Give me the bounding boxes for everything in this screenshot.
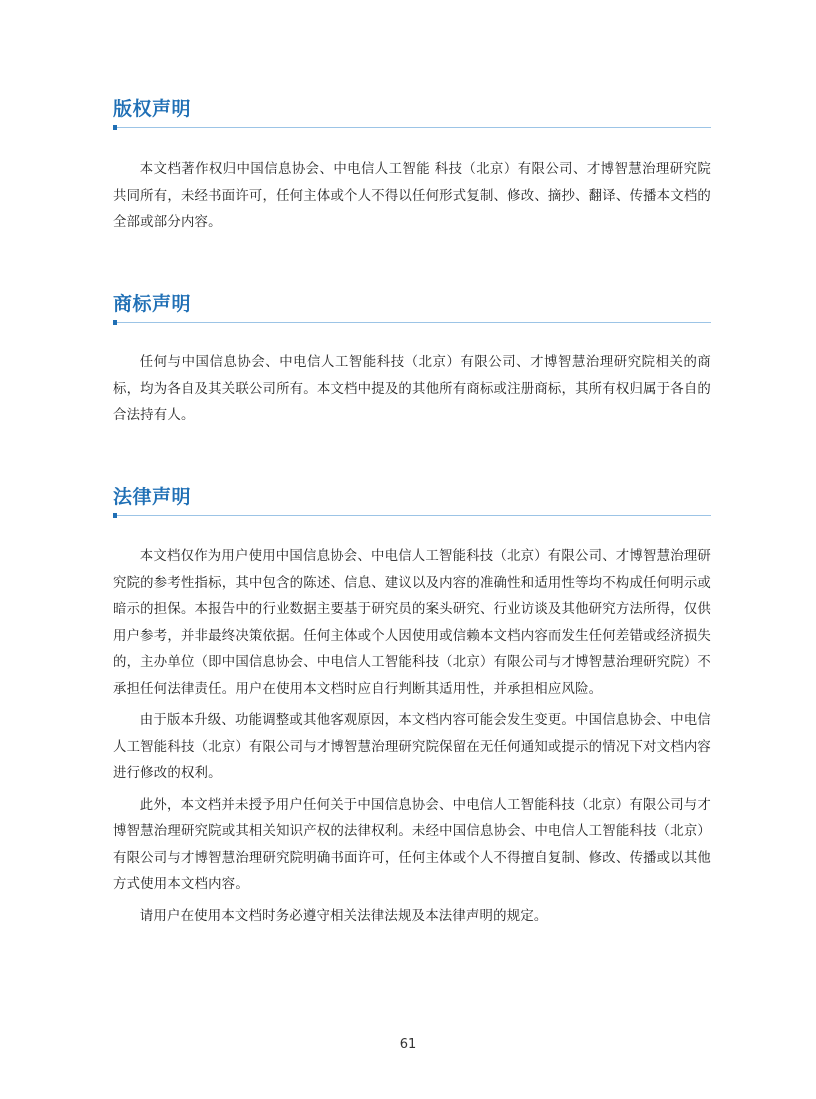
legal-heading: 法律声明: [113, 486, 192, 508]
legal-paragraph-disclaimer: 本文档仅作为用户使用中国信息协会、中电信人工智能科技（北京）有限公司、才博智慧治理研究院的参考性指标，其中包含的陈述、信息、建议以及内容的准确性和适用性等均不构成任何明示或暗示的担保。本报告中的行业数据主要基于研究员的案头研究、行业访谈及其他研究方法所得，仅供用户参考，并非最终决策依据。任何主体或个人因使用或信赖本文档内容而发生任何差错或经济损失的，主办单位（即中国信息协会、中电信人工智能科技（北京）有限公司与才博智慧治理研究院）不承担任何法律责任。用户在使用本文档时应自行判断其适用性，并承担相应风险。: [113, 549, 711, 697]
page-number: 61: [399, 1037, 417, 1052]
copyright-heading: 版权声明: [113, 98, 192, 120]
legal-paragraph-changes: 由于版本升级、功能调整或其他客观原因，本文档内容可能会发生变更。中国信息协会、中电信人工智能科技（北京）有限公司与才博智慧治理研究院保留在无任何通知或提示的情况下对文档内容进行修改的权利。: [113, 713, 711, 781]
legal-body: [113, 544, 711, 930]
trademark-section: [113, 292, 711, 430]
trademark-body: [113, 350, 711, 430]
trademark-heading: 商标声明: [113, 293, 192, 315]
copyright-body: [113, 157, 711, 237]
legal-paragraph-compliance: 请用户在使用本文档时务必遵守相关法律法规及本法律声明的规定。: [139, 908, 548, 924]
legal-section: [113, 485, 711, 930]
legal-paragraph-rights: 此外，本文档并未授予用户任何关于中国信息协会、中电信人工智能科技（北京）有限公司与才博智慧治理研究院或其相关知识产权的法律权利。未经中国信息协会、中电信人工智能科技（北京）有限公司与才博智慧治理研究院明确书面许可，任何主体或个人不得擅自复制、修改、传播或以其他方式使用本文档内容。: [113, 797, 711, 892]
copyright-section: [113, 97, 711, 237]
legal-heading-rule: [113, 515, 711, 516]
copyright-paragraph: 本文档著作权归中国信息协会、中电信人工智能 科技（北京）有限公司、才博智慧治理研究院共同所有，未经书面许可，任何主体或个人不得以任何形式复制、修改、摘抄、翻译、传播本文档的全部或部分内容。: [113, 162, 711, 230]
trademark-heading-rule: [113, 322, 711, 323]
trademark-paragraph: 任何与中国信息协会、中电信人工智能科技（北京）有限公司、才博智慧治理研究院相关的商标，均为各自及其关联公司所有。本文档中提及的其他所有商标或注册商标，其所有权归属于各自的合法持有人。: [113, 355, 711, 423]
copyright-heading-rule: [113, 127, 711, 128]
